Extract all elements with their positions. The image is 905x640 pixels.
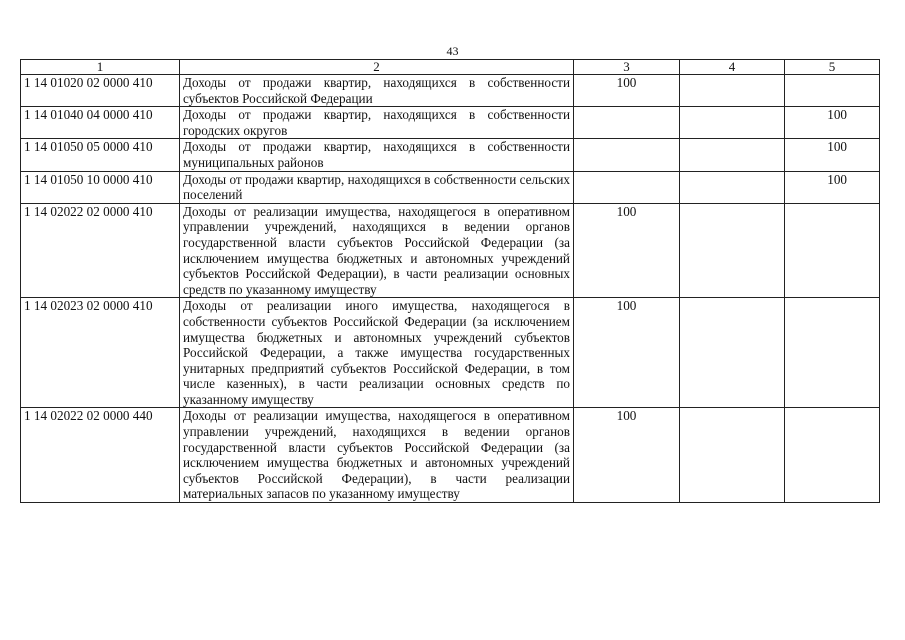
value-col-5: 100 bbox=[785, 107, 880, 139]
value-col-5: 100 bbox=[785, 139, 880, 171]
value-col-3 bbox=[574, 139, 680, 171]
revenue-description: Доходы от продажи квартир, находящихся в собственности городских округов bbox=[180, 107, 574, 139]
value-col-4 bbox=[680, 139, 785, 171]
header-col-1: 1 bbox=[21, 60, 180, 75]
table-row bbox=[21, 408, 880, 503]
budget-code: 1 14 01040 04 0000 410 bbox=[21, 107, 180, 139]
revenue-description: Доходы от реализации имущества, находящегося в оперативном управлении учреждений, находящихся в ведении органов государственной власти субъектов Российской Федерации (за исключением имущества бюджетных и автономных учреждений субъектов Российской Федерации), в части реализации основных средств по указанному имуществу bbox=[180, 203, 574, 298]
header-col-3: 3 bbox=[574, 60, 680, 75]
revenue-description: Доходы от реализации имущества, находящегося в оперативном управлении учреждений, находящихся в ведении органов государственной власти субъектов Российской Федерации (за исключением имущества бюджетных и автономных учреждений субъектов Российской Федерации), в части реализации материальных запасов по указанному имуществу bbox=[180, 408, 574, 503]
revenue-table bbox=[20, 59, 880, 503]
value-col-3: 100 bbox=[574, 75, 680, 107]
table-header-row bbox=[21, 60, 880, 75]
value-col-5 bbox=[785, 203, 880, 298]
value-col-4 bbox=[680, 298, 785, 408]
value-col-3: 100 bbox=[574, 203, 680, 298]
value-col-5: 100 bbox=[785, 171, 880, 203]
budget-code: 1 14 01020 02 0000 410 bbox=[21, 75, 180, 107]
value-col-5 bbox=[785, 75, 880, 107]
value-col-3 bbox=[574, 171, 680, 203]
value-col-4 bbox=[680, 75, 785, 107]
value-col-4 bbox=[680, 408, 785, 503]
table-row bbox=[21, 139, 880, 171]
table-row bbox=[21, 171, 880, 203]
revenue-description: Доходы от продажи квартир, находящихся в собственности муниципальных районов bbox=[180, 139, 574, 171]
value-col-4 bbox=[680, 107, 785, 139]
table-row bbox=[21, 298, 880, 408]
budget-code: 1 14 02022 02 0000 410 bbox=[21, 203, 180, 298]
value-col-4 bbox=[680, 171, 785, 203]
revenue-description: Доходы от продажи квартир, находящихся в собственности сельских поселений bbox=[180, 171, 574, 203]
budget-code: 1 14 02022 02 0000 440 bbox=[21, 408, 180, 503]
header-col-5: 5 bbox=[785, 60, 880, 75]
table-row bbox=[21, 203, 880, 298]
header-col-4: 4 bbox=[680, 60, 785, 75]
value-col-3: 100 bbox=[574, 408, 680, 503]
value-col-4 bbox=[680, 203, 785, 298]
budget-code: 1 14 01050 10 0000 410 bbox=[21, 171, 180, 203]
table-row bbox=[21, 107, 880, 139]
value-col-3: 100 bbox=[574, 298, 680, 408]
revenue-description: Доходы от реализации иного имущества, находящегося в собственности субъектов Российской Федерации (за исключением имущества бюджетных и автономных учреждений субъектов Российской Федерации, а также имущества государственных унитарных предприятий субъектов Российской Федерации, в том числе казенных), в части реализации основных средств по указанному имуществу bbox=[180, 298, 574, 408]
value-col-5 bbox=[785, 298, 880, 408]
budget-code: 1 14 02023 02 0000 410 bbox=[21, 298, 180, 408]
revenue-description: Доходы от продажи квартир, находящихся в собственности субъектов Российской Федерации bbox=[180, 75, 574, 107]
value-col-3 bbox=[574, 107, 680, 139]
table-row bbox=[21, 75, 880, 107]
budget-code: 1 14 01050 05 0000 410 bbox=[21, 139, 180, 171]
value-col-5 bbox=[785, 408, 880, 503]
page-number: 43 bbox=[446, 44, 459, 58]
header-col-2: 2 bbox=[180, 60, 574, 75]
